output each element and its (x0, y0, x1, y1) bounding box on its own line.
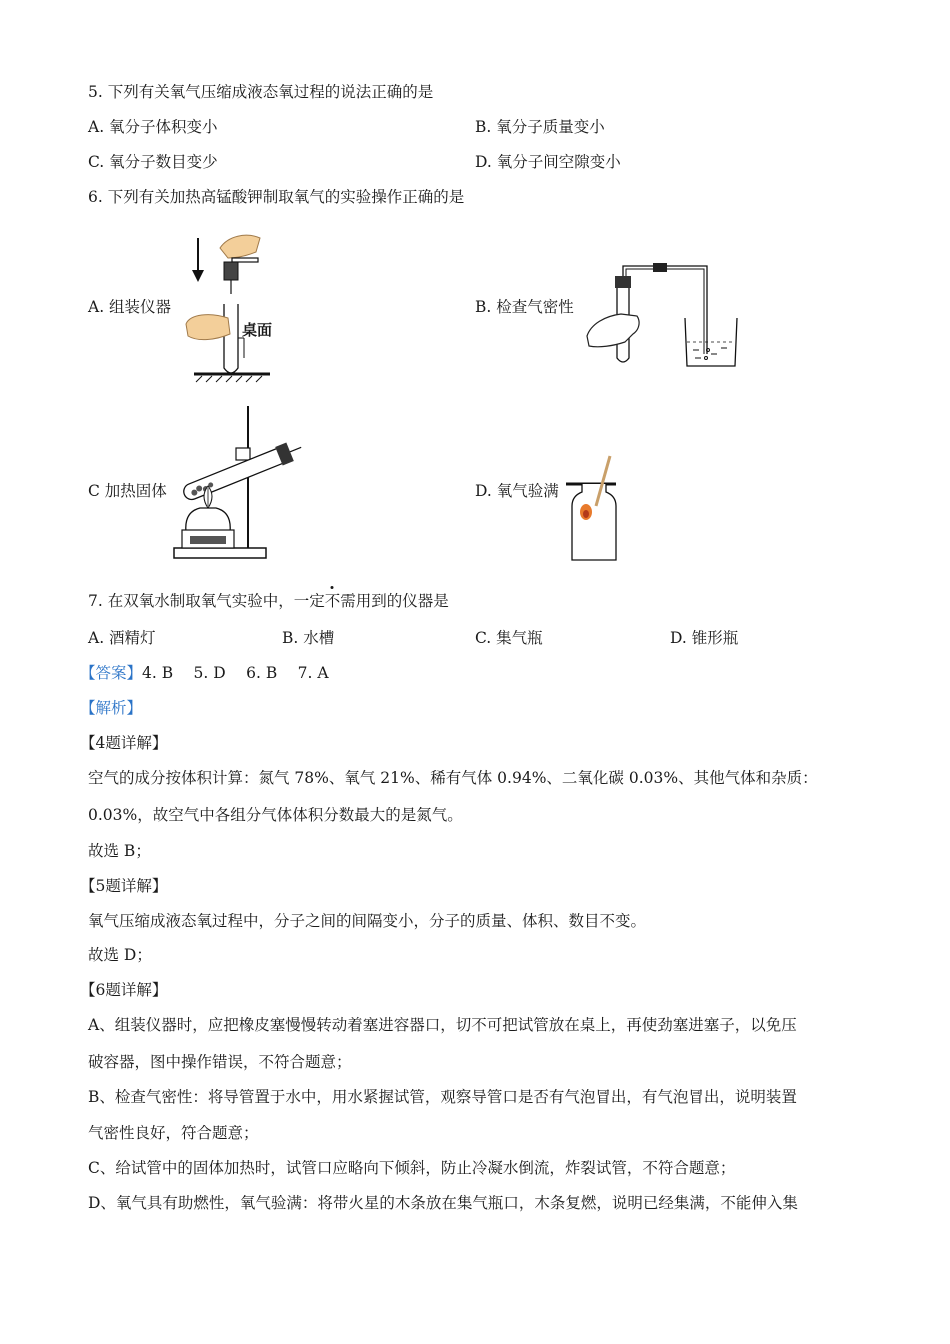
d6-a-line-2: 破容器，图中操作错误，不符合题意； (88, 1053, 352, 1071)
analysis-tag: 【解析】 (80, 699, 143, 717)
answer-text: 4. B 5. D 6. B 7. A (142, 664, 329, 682)
d6-title: 【6题详解】 (80, 981, 168, 999)
d4-paragraph-1: 空气的成分按体积计算：氮气 78%、氧气 21%、稀有气体 0.94%、二氧化碳 0.03%、其他气体和杂质： (88, 769, 818, 787)
q6-option-c: C 加热固体 (88, 482, 167, 500)
q7-stem-part2: 需用到的仪器是 (340, 592, 449, 610)
d6-d-line-1: D、氧气具有助燃性，氧气验满：将带火星的木条放在集气瓶口，木条复燃，说明已经集满，不能伸入集 (88, 1194, 798, 1212)
d4-title: 【4题详解】 (80, 734, 168, 752)
q5-option-b: B. 氧分子质量变小 (475, 118, 605, 136)
d6-a-line-1: A、组装仪器时，应把橡皮塞慢慢转动着塞进容器口，切不可把试管放在桌上，再使劲塞进塞子，以免压 (88, 1016, 797, 1034)
d5-paragraph-1: 氧气压缩成液态氧过程中，分子之间的间隔变小，分子的质量、体积、数目不变。 (88, 912, 647, 930)
q7-option-a: A. 酒精灯 (88, 629, 156, 647)
gripping-hand (587, 314, 639, 347)
figure-airtight-check (585, 258, 745, 370)
q6-stem: 6. 下列有关加热高锰酸钾制取氧气的实验操作正确的是 (88, 188, 465, 206)
q7-option-c: C. 集气瓶 (475, 629, 543, 647)
q7-stem-part1: 7. 在双氧水制取氧气实验中，一定 (88, 592, 325, 610)
q6-option-d: D. 氧气验满 (475, 482, 559, 500)
figure-a-desk-label: 桌面 (242, 321, 273, 339)
q6-option-a: A. 组装仪器 (88, 298, 172, 316)
d5-title: 【5题详解】 (80, 877, 168, 895)
q5-option-d: D. 氧分子间空隙变小 (475, 153, 621, 171)
q7-stem (88, 591, 449, 611)
upper-hand (220, 235, 260, 258)
d4-choose: 故选 B； (88, 842, 151, 860)
q7-option-d: D. 锥形瓶 (670, 629, 739, 647)
d6-c-line-1: C、给试管中的固体加热时，试管口应略向下倾斜，防止冷凝水倒流，炸裂试管，不符合题意； (88, 1159, 736, 1177)
figure-oxygen-full-test (566, 452, 626, 564)
gas-bottle (572, 484, 616, 560)
d5-choose: 故选 D； (88, 946, 152, 964)
alcohol-lamp (186, 508, 230, 532)
q5-option-a: A. 氧分子体积变小 (88, 118, 218, 136)
test-tube-outline (224, 304, 238, 373)
d6-b-line-1: B、检查气密性：将导管置于水中，用水紧握试管，观察导管口是否有气泡冒出，有气泡冒出，说明装置 (88, 1088, 797, 1106)
figure-assemble-apparatus (180, 228, 280, 384)
d4-paragraph-2: 0.03%，故空气中各组分气体体积分数最大的是氮气。 (88, 806, 463, 824)
q6-option-b: B. 检查气密性 (475, 298, 574, 316)
figure-heating-solid (170, 402, 310, 562)
down-arrow-head (192, 270, 204, 282)
q7-stem-emphasis: 不 (324, 592, 341, 610)
answer-line (80, 663, 329, 683)
d6-b-line-2: 气密性良好，符合题意； (88, 1124, 259, 1142)
q5-stem: 5. 下列有关氧气压缩成液态氧过程的说法正确的是 (88, 83, 434, 101)
lower-hand (186, 315, 230, 340)
answer-tag: 【答案】 (80, 664, 143, 682)
q5-option-c: C. 氧分子数目变少 (88, 153, 218, 171)
q7-option-b: B. 水槽 (282, 629, 335, 647)
